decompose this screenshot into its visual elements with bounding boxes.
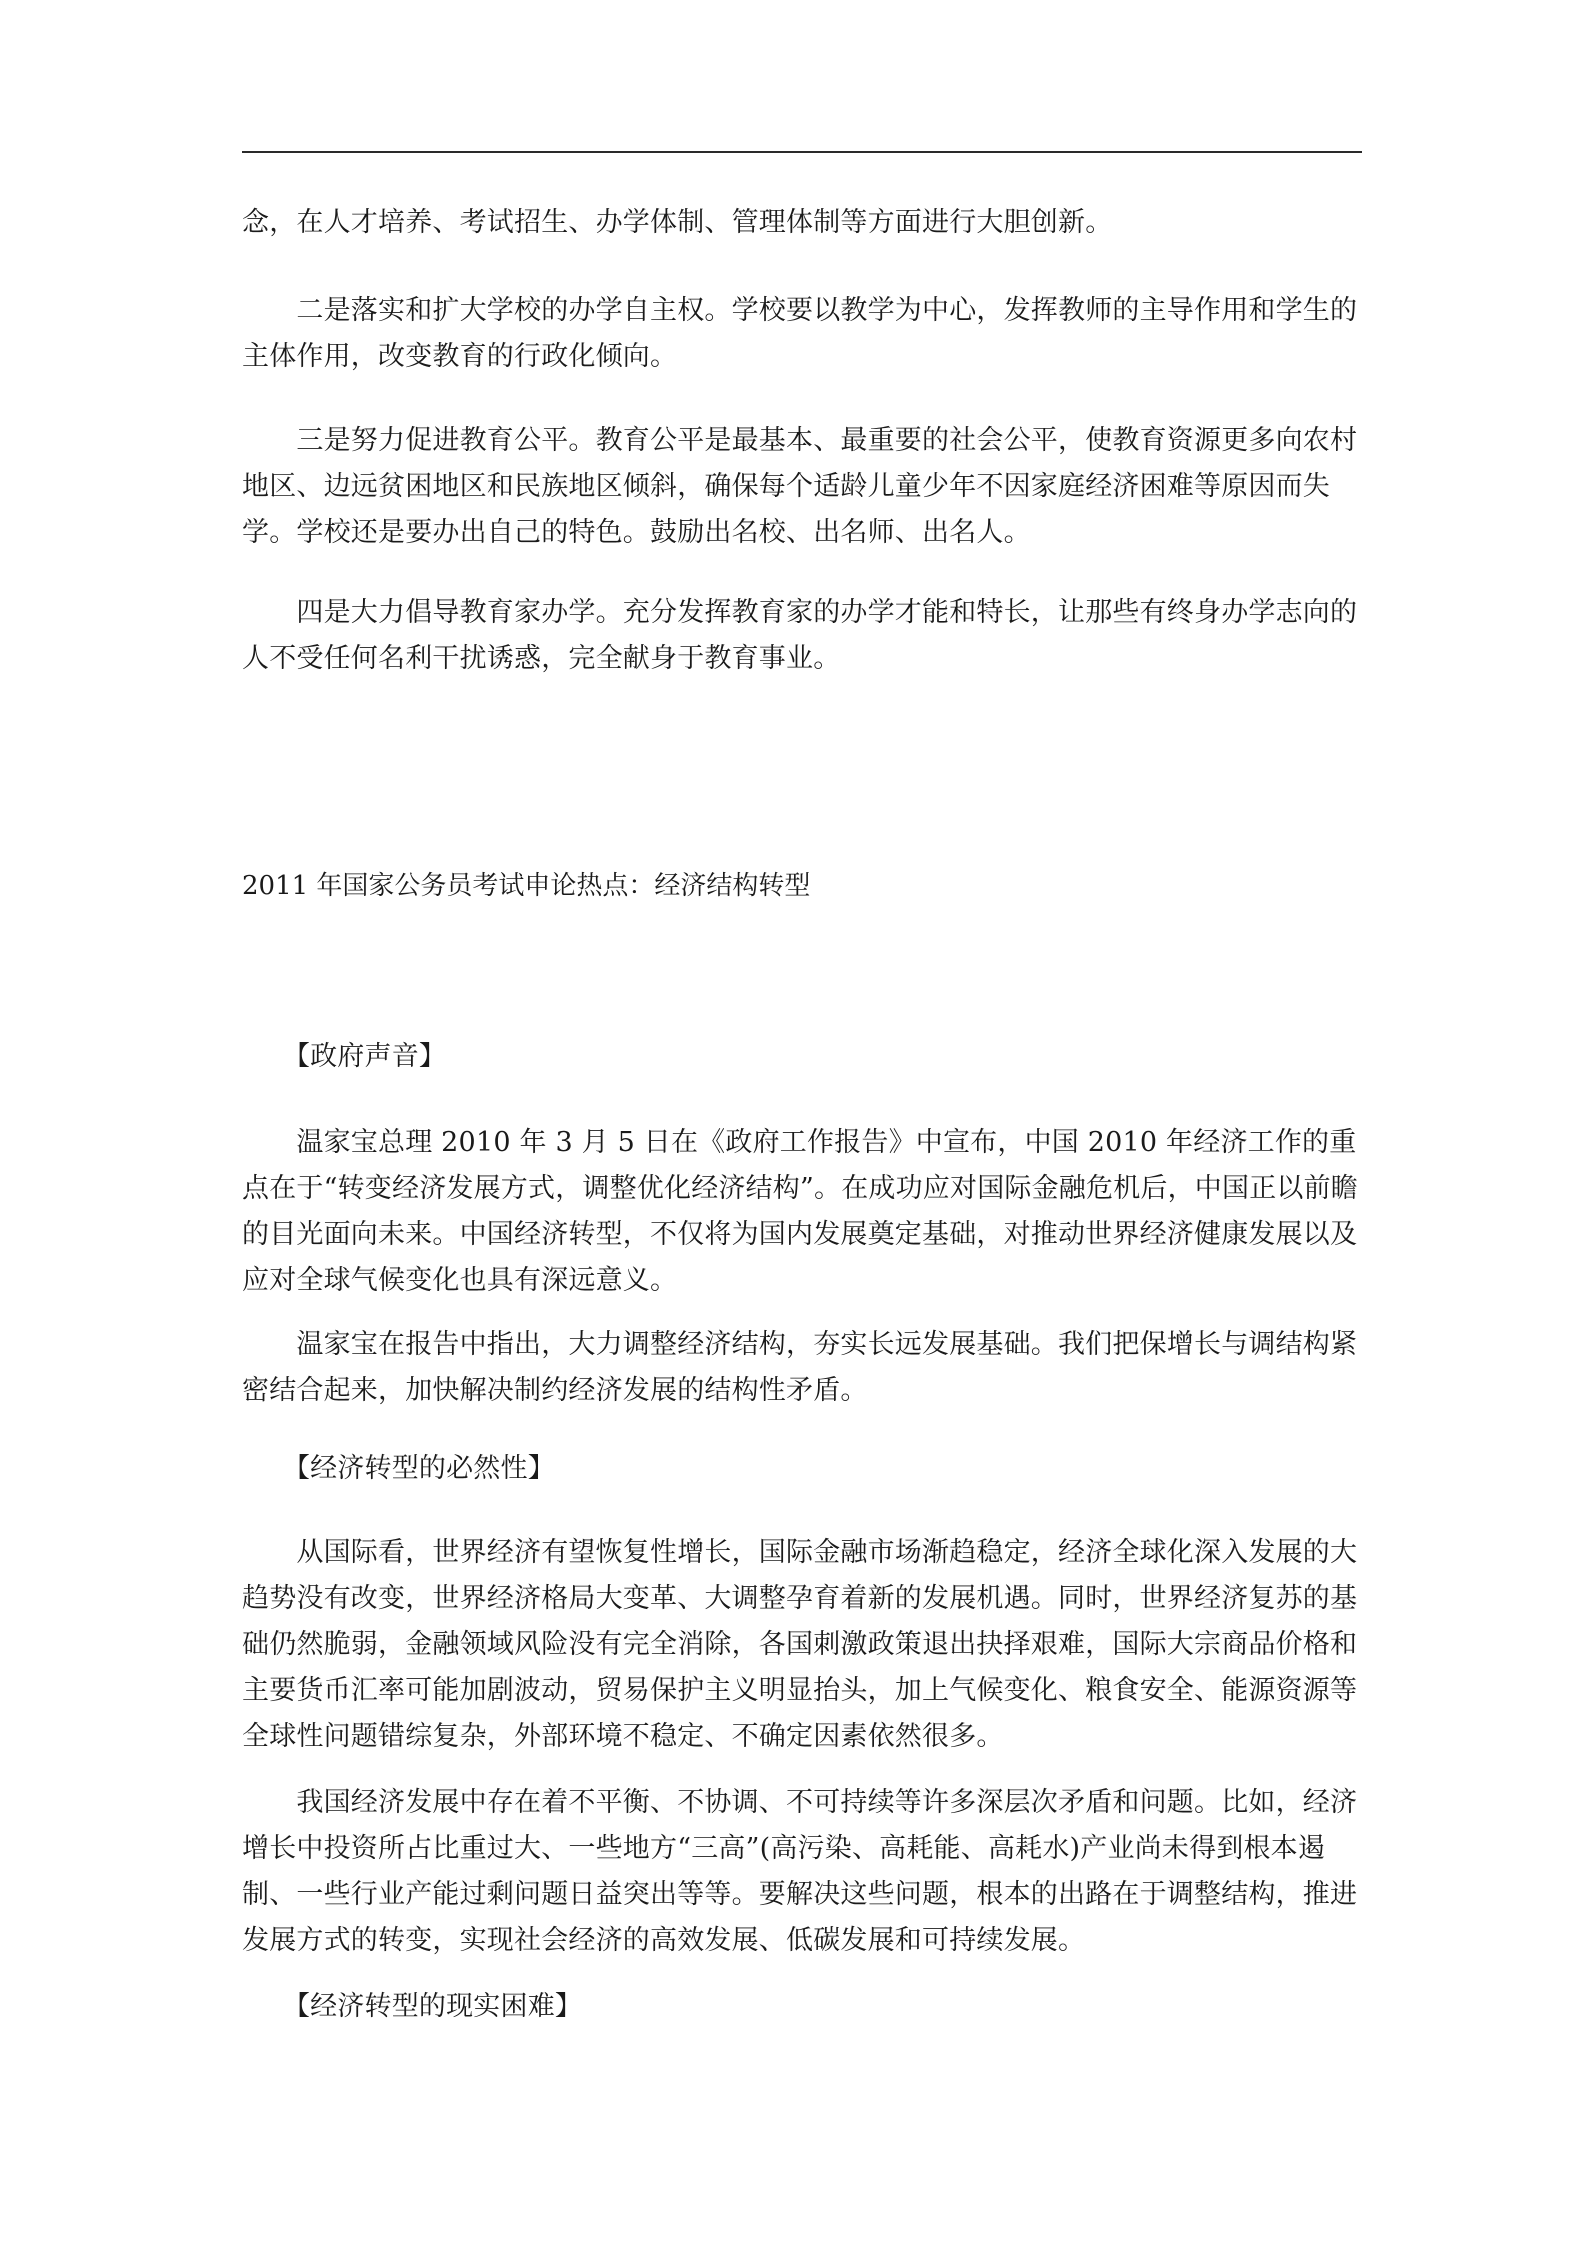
paragraph-adjust-structure: 温家宝在报告中指出，大力调整经济结构，夯实长远发展基础。我们把保增长与调结构紧密结合起来，加快解决制约经济发展的结构性矛盾。 — [242, 1329, 1358, 1406]
paragraph-educators: 四是大力倡导教育家办学。充分发挥教育家的办学才能和特长，让那些有终身办学志向的人不受任何名利干扰诱惑，完全献身于教育事业。 — [242, 597, 1358, 674]
article-title: 2011 年国家公务员考试申论热点：经济结构转型 — [242, 871, 811, 901]
paragraph-continuation: 念，在人才培养、考试招生、办学体制、管理体制等方面进行大胆创新。 — [242, 207, 1113, 238]
section-heading-government-voice: 【政府声音】 — [242, 1041, 447, 1072]
paragraph-government-report: 温家宝总理 2010 年 3 月 5 日在《政府工作报告》中宣布，中国 2010 年经济工作的重点在于“转变经济发展方式，调整优化经济结构”。在成功应对国际金融危机后，中国正以前瞻的目光面向未来。中国经济转型，不仅将为国内发展奠定基础，对推动世界经济健康发展以及应对全球气候变化也具有深远意义。 — [242, 1127, 1359, 1296]
paragraph-autonomy: 二是落实和扩大学校的办学自主权。学校要以教学为中心，发挥教师的主导作用和学生的主体作用，改变教育的行政化倾向。 — [242, 295, 1358, 372]
header-rule — [242, 151, 1362, 153]
paragraph-international: 从国际看，世界经济有望恢复性增长，国际金融市场渐趋稳定，经济全球化深入发展的大趋势没有改变，世界经济格局大变革、大调整孕育着新的发展机遇。同时，世界经济复苏的基础仍然脆弱，金融领域风险没有完全消除，各国刺激政策退出抉择艰难，国际大宗商品价格和主要货币汇率可能加剧波动，贸易保护主义明显抬头，加上气候变化、粮食安全、能源资源等全球性问题错综复杂，外部环境不稳定、不确定因素依然很多。 — [242, 1537, 1358, 1752]
paragraph-equity: 三是努力促进教育公平。教育公平是最基本、最重要的社会公平，使教育资源更多向农村地区、边远贫困地区和民族地区倾斜，确保每个适龄儿童少年不因家庭经济困难等原因而失学。学校还是要办出自己的特色。鼓励出名校、出名师、出名人。 — [242, 425, 1358, 548]
section-heading-necessity: 【经济转型的必然性】 — [242, 1453, 555, 1484]
section-heading-difficulties: 【经济转型的现实困难】 — [242, 1991, 583, 2022]
paragraph-domestic: 我国经济发展中存在着不平衡、不协调、不可持续等许多深层次矛盾和问题。比如，经济增长中投资所占比重过大、一些地方“三高”(高污染、高耗能、高耗水)产业尚未得到根本遏制、一些行业产能过剩问题日益突出等等。要解决这些问题，根本的出路在于调整结构，推进发展方式的转变，实现社会经济的高效发展、低碳发展和可持续发展。 — [242, 1787, 1358, 1956]
